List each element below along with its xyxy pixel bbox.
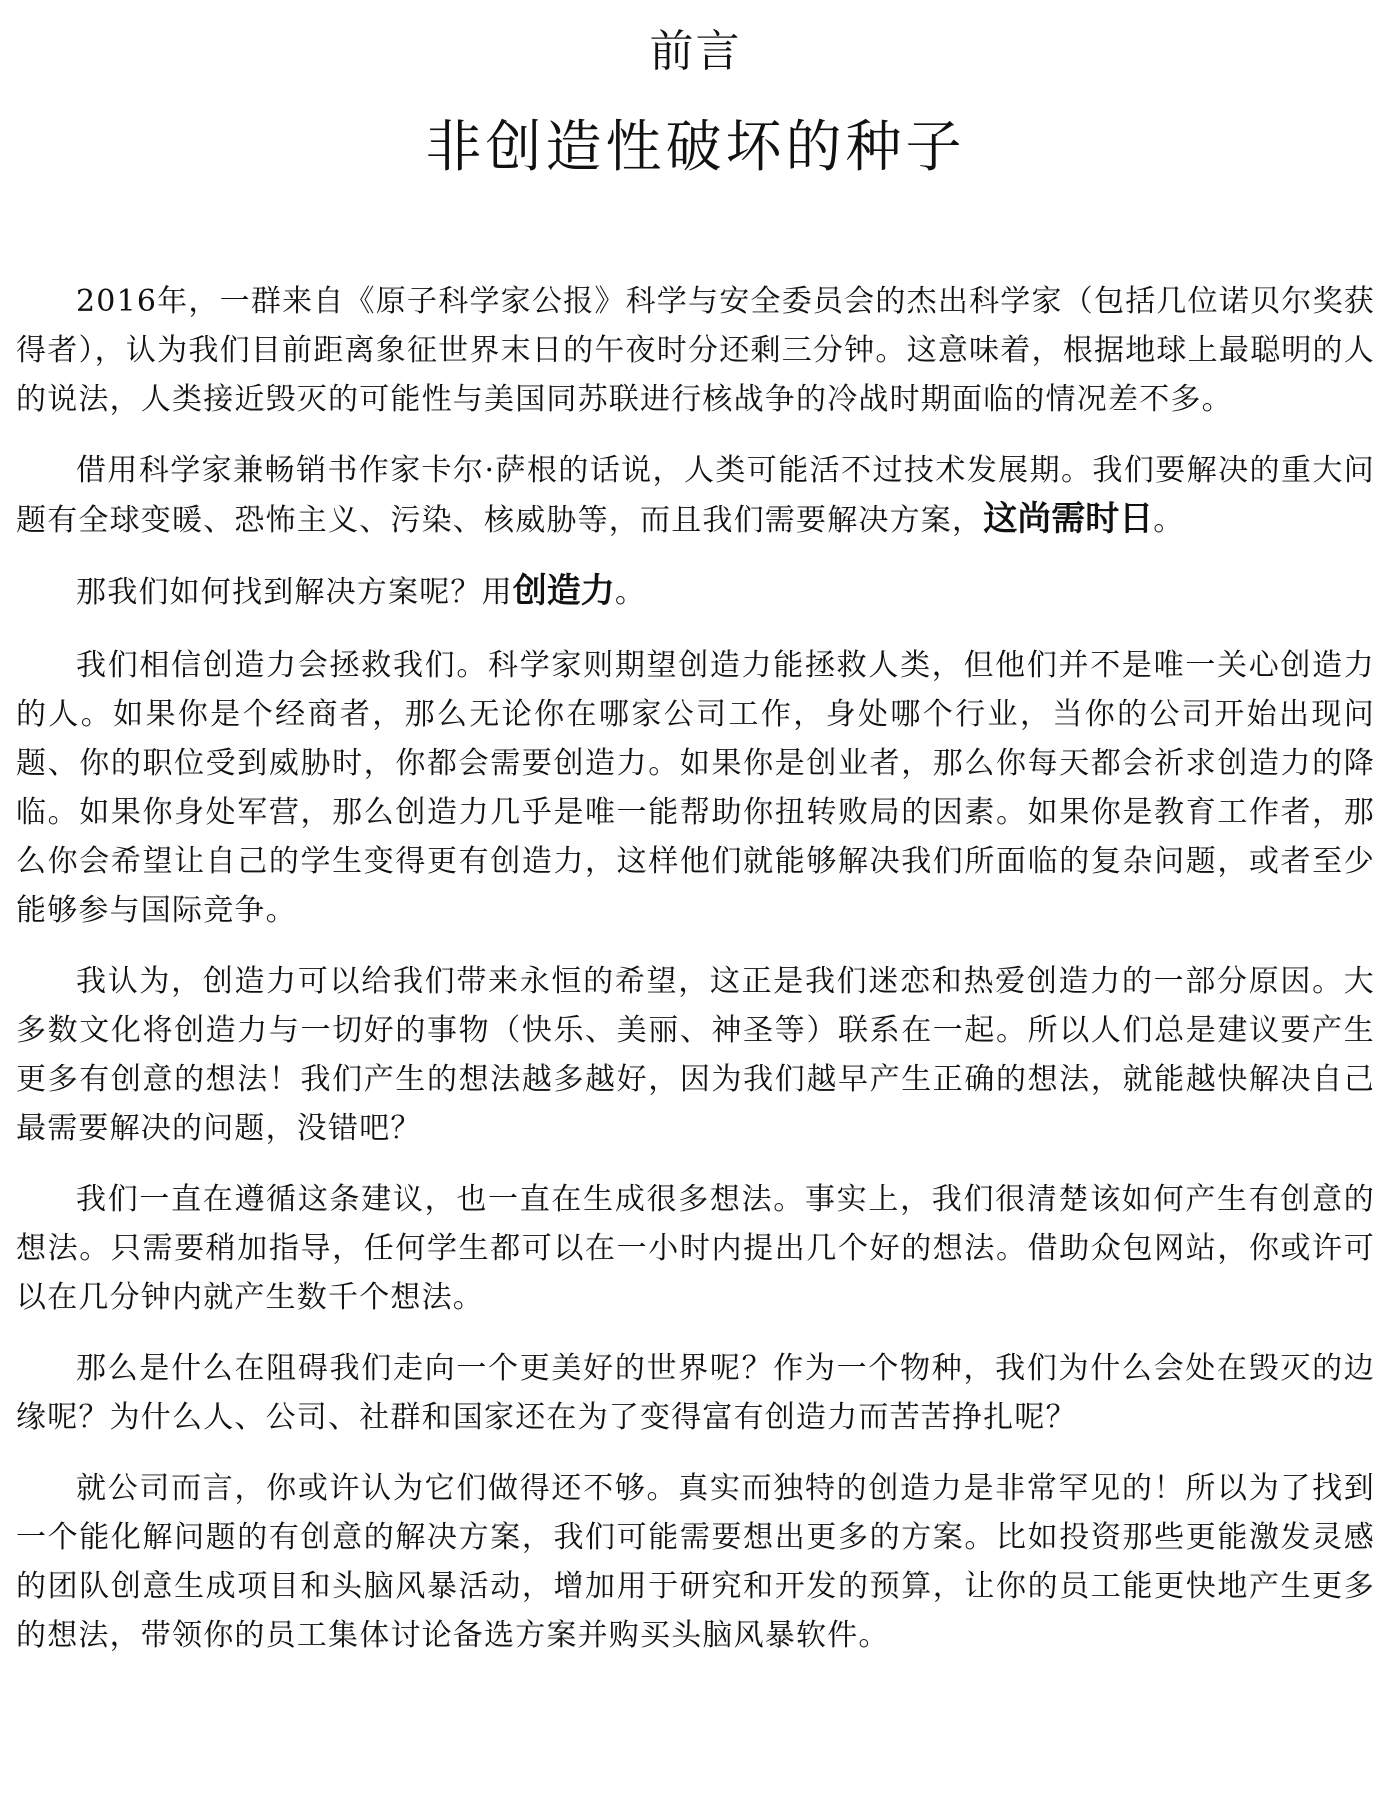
chapter-label: 前言: [649, 26, 742, 77]
paragraph-3-end: 。: [614, 575, 647, 610]
paragraph-2-text: 借用科学家兼畅销书作家卡尔·萨根的话说，人类可能活不过技术发展期。我们要解决的重大问题有全球变暖、恐怖主义、污染、核威胁等，而且我们需要解决方案，: [16, 453, 1375, 538]
paragraph-1: 2016年，一群来自《原子科学家公报》科学与安全委员会的杰出科学家（包括几位诺贝尔奖获得者），认为我们目前距离象征世界末日的午夜时分还剩三分钟。这意味着，根据地球上最聪明的人的说法，人类接近毁灭的可能性与美国同苏联进行核战争的冷战时期面临的情况差不多。: [16, 284, 1375, 417]
paragraph-2: [16, 446, 1375, 545]
body-text: [16, 277, 1375, 1682]
paragraph-8: 就公司而言，你或许认为它们做得还不够。真实而独特的创造力是非常罕见的！所以为了找到一个能化解问题的有创意的解决方案，我们可能需要想出更多的方案。比如投资那些更能激发灵感的团队创意生成项目和头脑风暴活动，增加用于研究和开发的预算，让你的员工能更快地产生更多的想法，带领你的员工集体讨论备选方案并购买头脑风暴软件。: [16, 1471, 1375, 1653]
paragraph-3-text: 那我们如何找到解决方案呢？用: [76, 575, 513, 610]
chapter-title: 非创造性破坏的种子: [425, 115, 966, 180]
paragraph-6: 我们一直在遵循这条建议，也一直在生成很多想法。事实上，我们很清楚该如何产生有创意的想法。只需要稍加指导，任何学生都可以在一小时内提出几个好的想法。借助众包网站，你或许可以在几分钟内就产生数千个想法。: [16, 1182, 1375, 1315]
paragraph-4: 我们相信创造力会拯救我们。科学家则期望创造力能拯救人类，但他们并不是唯一关心创造力的人。如果你是个经商者，那么无论你在哪家公司工作，身处哪个行业，当你的公司开始出现问题、你的职位受到威胁时，你都会需要创造力。如果你是创业者，那么你每天都会祈求创造力的降临。如果你身处军营，那么创造力几乎是唯一能帮助你扭转败局的因素。如果你是教育工作者，那么你会希望让自己的学生变得更有创造力，这样他们就能够解决我们所面临的复杂问题，或者至少能够参与国际竞争。: [16, 648, 1375, 928]
document-page: [16, 0, 1375, 1800]
paragraph-5: 我认为，创造力可以给我们带来永恒的希望，这正是我们迷恋和热爱创造力的一部分原因。大多数文化将创造力与一切好的事物（快乐、美丽、神圣等）联系在一起。所以人们总是建议要产生更多有创意的想法！我们产生的想法越多越好，因为我们越早产生正确的想法，就能越快解决自己最需要解决的问题，没错吧？: [16, 964, 1375, 1146]
paragraph-3-emphasis: 创造力: [512, 571, 615, 611]
paragraph-2-end: 。: [1153, 503, 1185, 538]
paragraph-2-emphasis: 这尚需时日: [983, 499, 1154, 539]
paragraph-3: [16, 567, 1375, 617]
paragraph-7: 那么是什么在阻碍我们走向一个更美好的世界呢？作为一个物种，我们为什么会处在毁灭的边缘呢？为什么人、公司、社群和国家还在为了变得富有创造力而苦苦挣扎呢？: [16, 1351, 1375, 1435]
